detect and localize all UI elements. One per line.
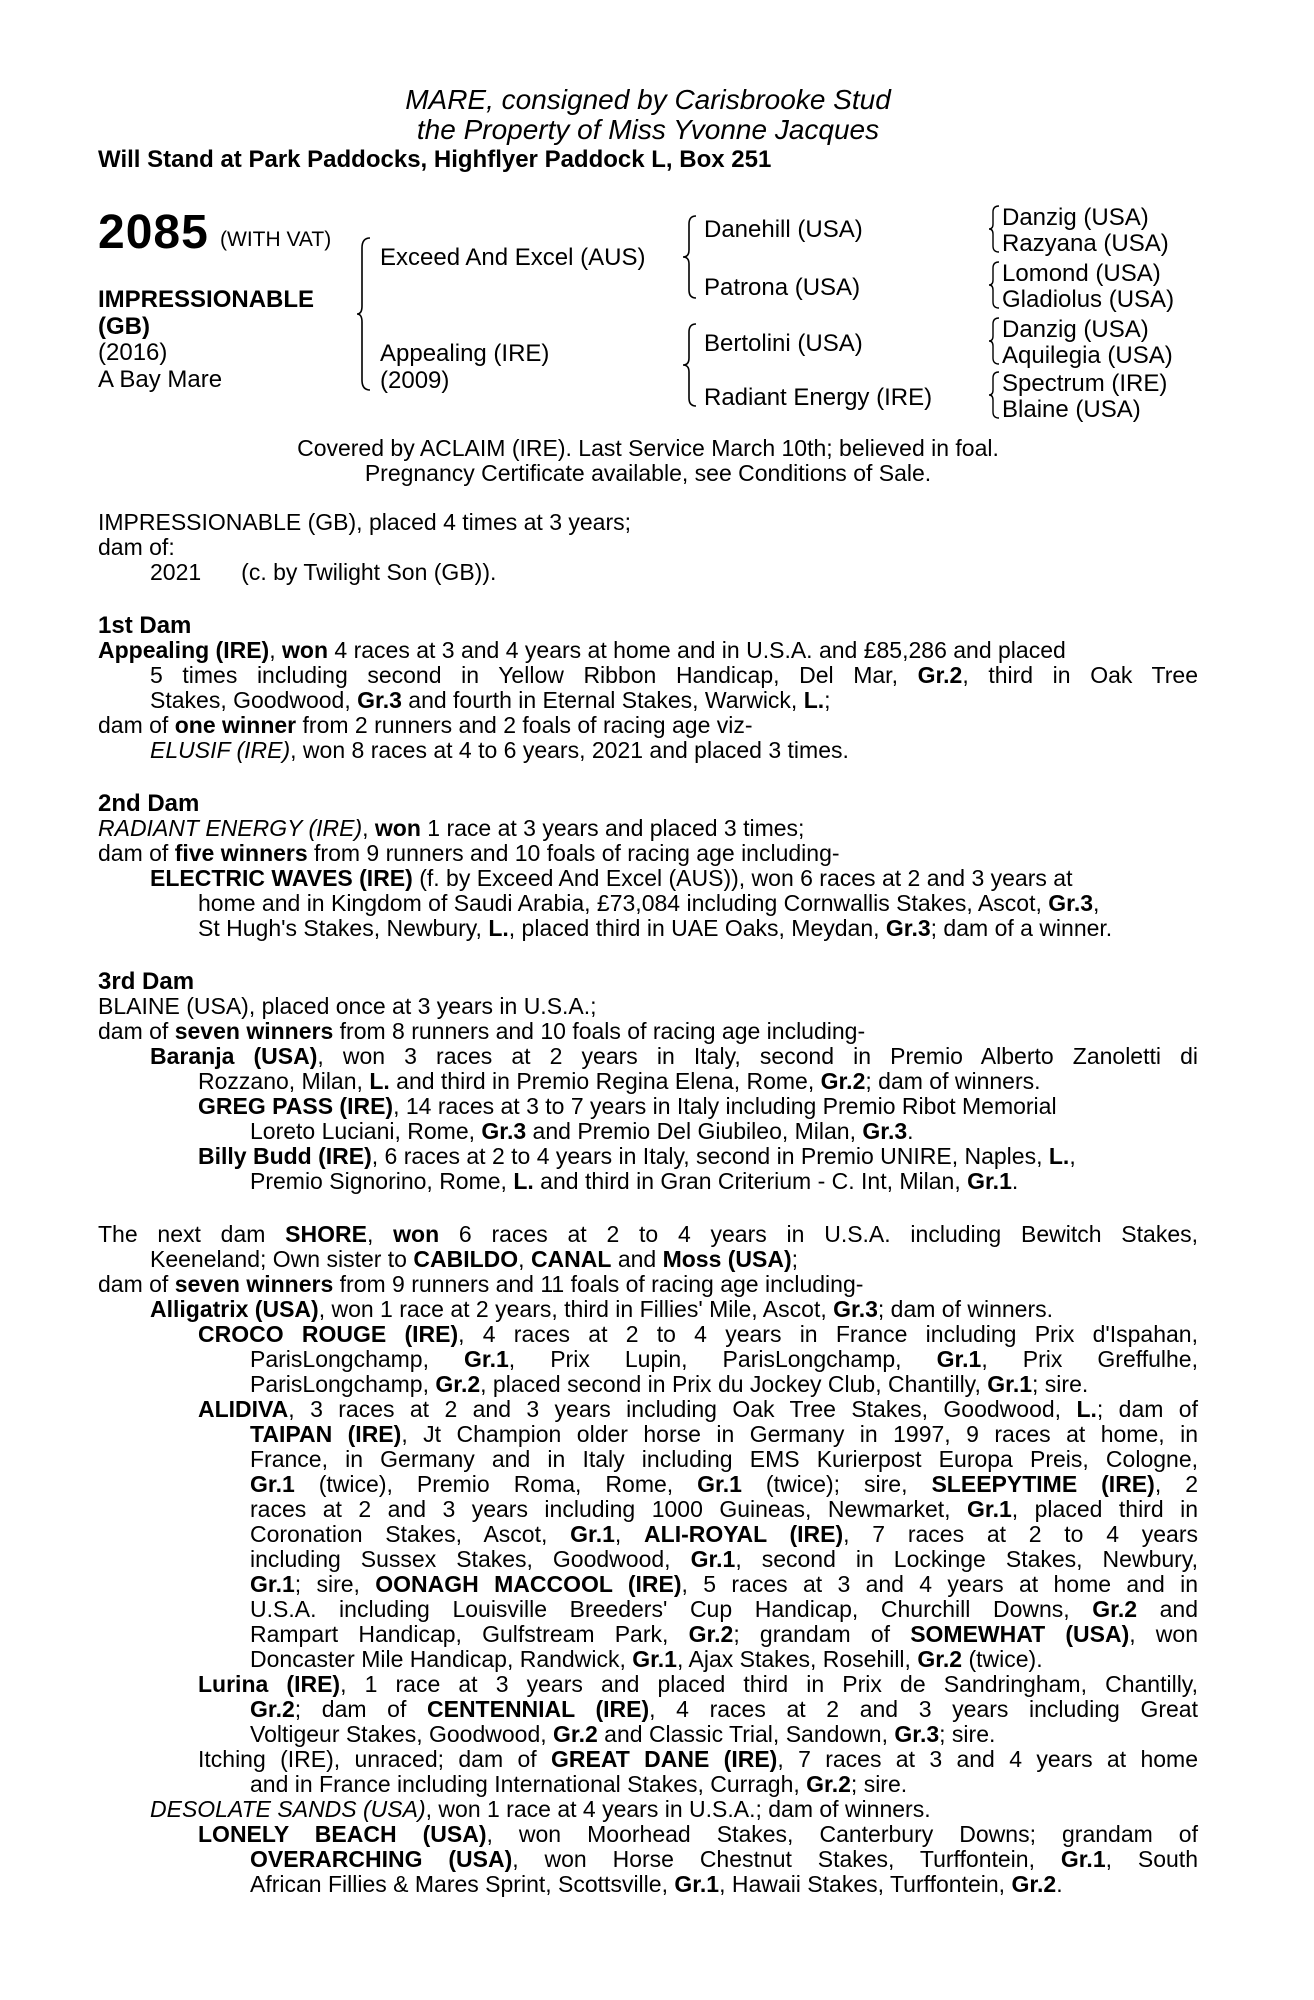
next-dam-line-9: TAIPAN (IRE), Jt Champion older horse in Germany in 1997, 9 races at home, in <box>250 1421 1198 1447</box>
third-dam-line-2: dam of seven winners from 8 runners and 10 foals of racing age including- <box>98 1018 866 1044</box>
stand-location: Will Stand at Park Paddocks, Highflyer Paddock L, Box 251 <box>98 146 772 173</box>
third-dam-line-6: Loreto Luciani, Rome, Gr.3 and Premio Del Giubileo, Milan, Gr.3. <box>250 1118 914 1144</box>
foaling-year: (2016) <box>98 339 168 366</box>
covered-line: Covered by ACLAIM (IRE). Last Service March 10th; believed in foal. <box>297 435 999 461</box>
produce-foal: (c. by Twilight Son (GB)). <box>241 559 497 585</box>
next-dam-line-20: Gr.2; dam of CENTENNIAL (IRE), 4 races at 2 and 3 years including Great <box>250 1696 1198 1722</box>
consignor-line: MARE, consigned by Carisbrooke Stud <box>405 84 891 115</box>
next-dam-line-1: The next dam SHORE, won 6 races at 2 to 4 years in U.S.A. including Bewitch Stakes, <box>98 1221 1199 1247</box>
produce-row <box>98 560 1250 585</box>
next-dam-line-12: races at 2 and 3 years including 1000 Guineas, Newmarket, Gr.1, placed third in <box>250 1496 1198 1522</box>
pedigree-g3-1: Danzig (USA) <box>1002 204 1149 231</box>
next-dam-line-3: dam of seven winners from 9 runners and 11 foals of racing age including- <box>98 1271 864 1297</box>
pedigree-brace-6 <box>988 316 1002 366</box>
pedigree-sire-sire: Danehill (USA) <box>704 216 863 243</box>
pedigree-dam-year: (2009) <box>380 367 450 394</box>
pedigree-sire-dam: Patrona (USA) <box>704 274 861 301</box>
next-dam-line-4: Alligatrix (USA), won 1 race at 2 years, third in Fillies' Mile, Ascot, Gr.3; dam of winners. <box>150 1296 1054 1322</box>
pedigree-g3-2: Razyana (USA) <box>1002 230 1169 257</box>
next-dam-line-11: Gr.1 (twice), Premio Roma, Rome, Gr.1 (twice); sire, SLEEPYTIME (IRE), 2 <box>250 1471 1198 1497</box>
third-dam-line-4: Rozzano, Milan, L. and third in Premio Regina Elena, Rome, Gr.2; dam of winners. <box>198 1068 1041 1094</box>
pedigree-g3-3: Lomond (USA) <box>1002 260 1161 287</box>
pedigree-dam: Appealing (IRE) <box>380 340 550 367</box>
second-dam-line-1: RADIANT ENERGY (IRE), won 1 race at 3 years and placed 3 times; <box>98 815 805 841</box>
next-dam-line-24: DESOLATE SANDS (USA), won 1 race at 4 years in U.S.A.; dam of winners. <box>150 1796 931 1822</box>
third-dam-line-7: Billy Budd (IRE), 6 races at 2 to 4 years in Italy, second in Premio UNIRE, Naples, L., <box>198 1143 1076 1169</box>
vat-note: (WITH VAT) <box>220 228 332 251</box>
pedigree-dam-dam: Radiant Energy (IRE) <box>704 384 933 411</box>
pedigree-brace-7 <box>988 370 1002 420</box>
first-dam-line-3: Stakes, Goodwood, Gr.3 and fourth in Eternal Stakes, Warwick, L.; <box>150 687 831 713</box>
first-dam-line-2: 5 times including second in Yellow Ribbon Handicap, Del Mar, Gr.2, third in Oak Tree <box>150 662 1198 688</box>
pregnancy-line: Pregnancy Certificate available, see Conditions of Sale. <box>364 460 932 486</box>
pedigree-brace-2 <box>682 214 702 300</box>
third-dam-line-5: GREG PASS (IRE), 14 races at 3 to 7 years in Italy including Premio Ribot Memorial <box>198 1093 1057 1119</box>
third-dam-line-1: BLAINE (USA), placed once at 3 years in U.S.A.; <box>98 993 597 1019</box>
next-dam-line-18: Doncaster Mile Handicap, Randwick, Gr.1, Ajax Stakes, Rosehill, Gr.2 (twice). <box>250 1646 1043 1672</box>
next-dam-line-5: CROCO ROUGE (IRE), 4 races at 2 to 4 years in France including Prix d'Ispahan, <box>198 1321 1198 1347</box>
next-dam-line-13: Coronation Stakes, Ascot, Gr.1, ALI-ROYAL (IRE), 7 races at 2 to 4 years <box>250 1521 1199 1547</box>
second-dam-line-5: St Hugh's Stakes, Newbury, L., placed third in UAE Oaks, Meydan, Gr.3; dam of a winner. <box>198 915 1113 941</box>
pedigree-dam-sire: Bertolini (USA) <box>704 330 863 357</box>
pedigree-brace-4 <box>988 204 1002 254</box>
produce-year: 2021 <box>150 559 202 585</box>
next-dam-line-10: France, in Germany and in Italy including EMS Kurierpost Europa Preis, Cologne, <box>250 1446 1198 1472</box>
pedigree-g3-4: Gladiolus (USA) <box>1002 286 1175 313</box>
first-dam-line-5: ELUSIF (IRE), won 8 races at 4 to 6 years, 2021 and placed 3 times. <box>150 737 849 763</box>
pedigree-g3-7: Spectrum (IRE) <box>1002 370 1168 397</box>
next-dam-line-16: U.S.A. including Louisville Breeders' Cup Handicap, Churchill Downs, Gr.2 and <box>250 1596 1199 1622</box>
third-dam-line-3: Baranja (USA), won 3 races at 2 years in Italy, second in Premio Alberto Zanoletti di <box>150 1043 1198 1069</box>
next-dam-line-17: Rampart Handicap, Gulfstream Park, Gr.2; grandam of SOMEWHAT (USA), won <box>250 1621 1198 1647</box>
first-dam-heading: 1st Dam <box>98 612 192 639</box>
next-dam-line-14: including Sussex Stakes, Goodwood, Gr.1, second in Lockinge Stakes, Newbury, <box>250 1546 1198 1572</box>
pedigree-g3-6: Aquilegia (USA) <box>1002 342 1173 369</box>
second-dam-line-2: dam of five winners from 9 runners and 10 foals of racing age including- <box>98 840 840 866</box>
first-dam-line-4: dam of one winner from 2 runners and 2 foals of racing age viz- <box>98 712 753 738</box>
next-dam-line-23: and in France including International Stakes, Curragh, Gr.2; sire. <box>250 1771 908 1797</box>
horse-name: IMPRESSIONABLE <box>98 286 315 313</box>
third-dam-heading: 3rd Dam <box>98 968 195 995</box>
pedigree-g3-5: Danzig (USA) <box>1002 316 1149 343</box>
first-dam-line-1: Appealing (IRE), won 4 races at 3 and 4 years at home and in U.S.A. and £85,286 and placed <box>98 637 1066 663</box>
pedigree-brace-1 <box>356 236 376 392</box>
pedigree-sire: Exceed And Excel (AUS) <box>380 244 646 271</box>
next-dam-line-25: LONELY BEACH (USA), won Moorhead Stakes, Canterbury Downs; grandam of <box>198 1821 1198 1847</box>
next-dam-line-15: Gr.1; sire, OONAGH MACCOOL (IRE), 5 races at 3 and 4 years at home and in <box>250 1571 1198 1597</box>
horse-country: (GB) <box>98 313 150 340</box>
next-dam-line-27: African Fillies & Mares Sprint, Scottsville, Gr.1, Hawaii Stakes, Turffontein, Gr.2. <box>250 1871 1063 1897</box>
second-dam-line-4: home and in Kingdom of Saudi Arabia, £73,084 including Cornwallis Stakes, Ascot, Gr.3, <box>198 890 1100 916</box>
second-dam-line-3: ELECTRIC WAVES (IRE) (f. by Exceed And Excel (AUS)), won 6 races at 2 and 3 years at <box>150 865 1073 891</box>
second-dam-heading: 2nd Dam <box>98 790 200 817</box>
pedigree-brace-3 <box>682 322 702 408</box>
next-dam-line-8: ALIDIVA, 3 races at 2 and 3 years including Oak Tree Stakes, Goodwood, L.; dam of <box>198 1396 1198 1422</box>
next-dam-line-7: ParisLongchamp, Gr.2, placed second in Prix du Jockey Club, Chantilly, Gr.1; sire. <box>250 1371 1089 1397</box>
produce-dam-of: dam of: <box>98 534 175 560</box>
third-dam-line-8: Premio Signorino, Rome, L. and third in Gran Criterium - C. Int, Milan, Gr.1. <box>250 1168 1019 1194</box>
next-dam-line-19: Lurina (IRE), 1 race at 3 years and placed third in Prix de Sandringham, Chantilly, <box>198 1671 1198 1697</box>
next-dam-line-2: Keeneland; Own sister to CABILDO, CANAL and Moss (USA); <box>150 1246 799 1272</box>
horse-description: A Bay Mare <box>98 366 223 393</box>
next-dam-line-26: OVERARCHING (USA), won Horse Chestnut Stakes, Turffontein, Gr.1, South <box>250 1846 1198 1872</box>
pedigree-brace-5 <box>988 260 1002 310</box>
lot-number: 2085 <box>98 206 209 259</box>
next-dam-line-22: Itching (IRE), unraced; dam of GREAT DANE (IRE), 7 races at 3 and 4 years at home <box>198 1746 1198 1772</box>
next-dam-line-21: Voltigeur Stakes, Goodwood, Gr.2 and Classic Trial, Sandown, Gr.3; sire. <box>250 1721 996 1747</box>
property-line: the Property of Miss Yvonne Jacques <box>416 114 880 145</box>
next-dam-line-6: ParisLongchamp, Gr.1, Prix Lupin, ParisLongchamp, Gr.1, Prix Greffulhe, <box>250 1346 1198 1372</box>
pedigree-g3-8: Blaine (USA) <box>1002 396 1141 423</box>
produce-summary: IMPRESSIONABLE (GB), placed 4 times at 3 years; <box>98 509 632 535</box>
